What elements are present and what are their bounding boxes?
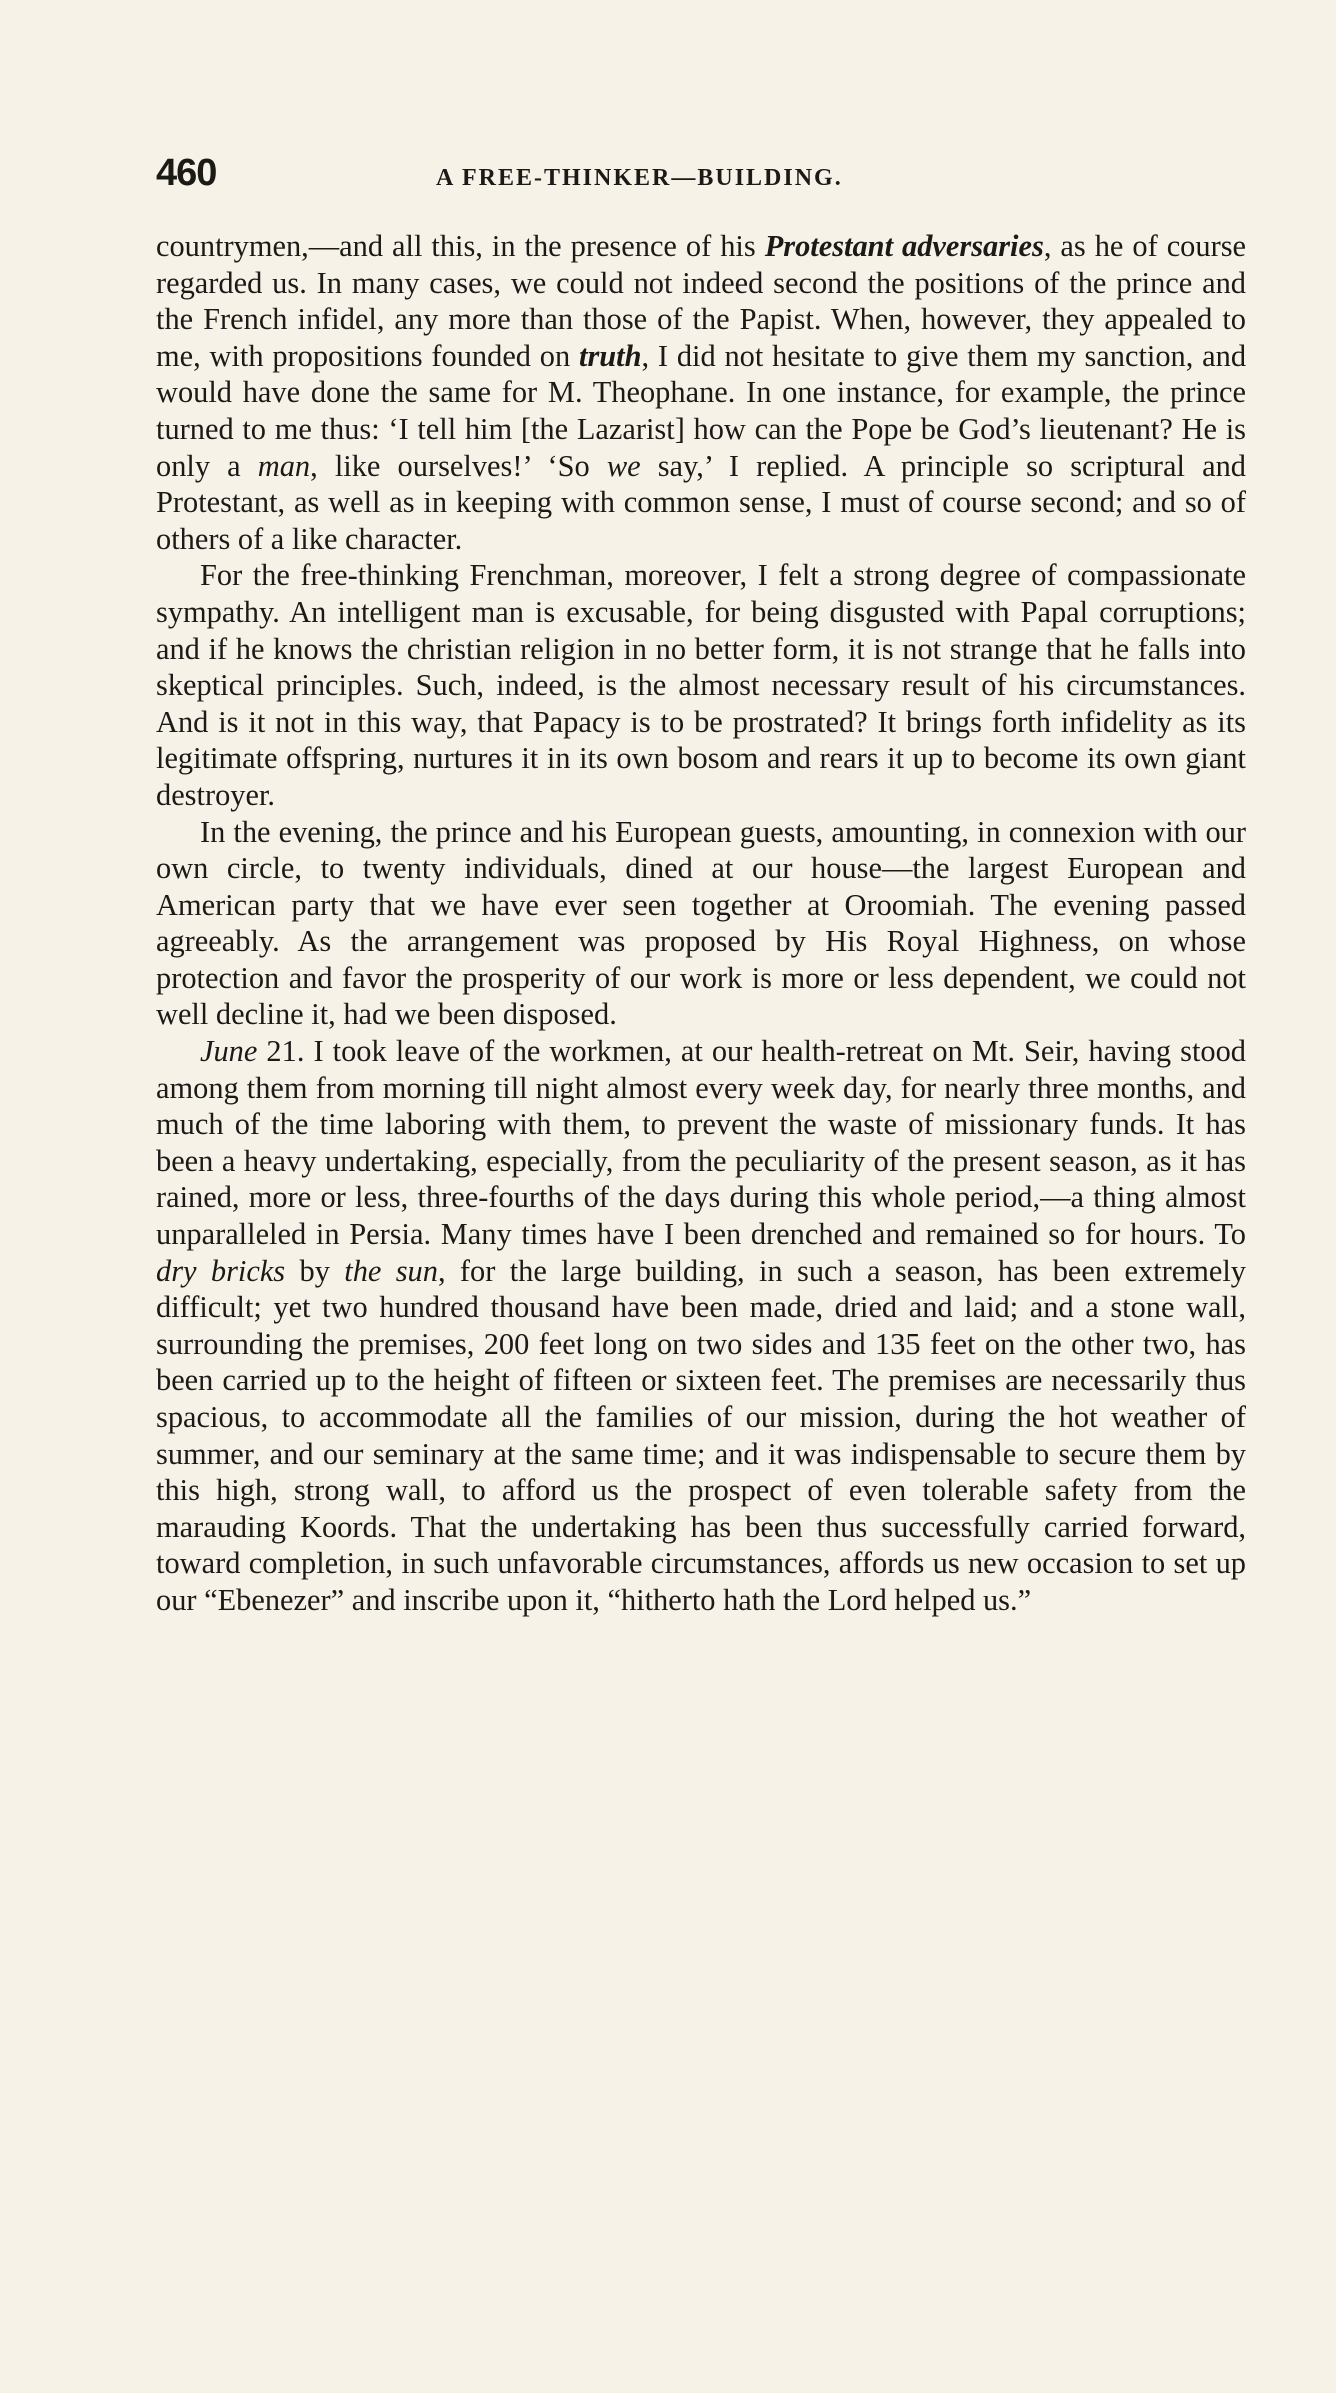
paragraph-2 xyxy=(156,557,1246,813)
paragraph-1 xyxy=(156,228,1246,557)
page-header xyxy=(156,148,1246,198)
date-label: June xyxy=(200,1034,258,1069)
text-segment-italic: we xyxy=(606,448,641,483)
text-segment: , as he of course regarded us. In many cases, we could not indeed second the positions of the prince and the French infidel, any more than those of the Papist. When, however, they appealed to me, with propositions founded on xyxy=(156,229,1247,373)
text-segment: For the free-thinking Frenchman, moreover, I felt a strong degree of compassionate sympathy. An intelligent man is excusable, for being disgusted with Papal corruptions; and if he knows the christian religion in no better form, it is not strange that he falls into skeptical principles. Such, indeed, is the almost necessary result of his circumstances. And is it not in this way, that Papacy is to be prostrated? It brings forth infidelity as its legitimate offspring, nurtures it in its own bosom and rears it up to become its own giant destroyer. xyxy=(156,558,1246,812)
text-segment: 21. I took leave of the workmen, at our health-retreat on Mt. Seir, having stood among them from morning till night almost every week day, for nearly three months, and much of the time laboring with them, to prevent the waste of missionary funds. It has been a heavy undertaking, especially, from the peculiarity of the present season, as it has rained, more or less, three-fourths of the days during this whole period,—a thing almost unparalleled in Persia. Many times have I been drenched and remained so for hours. To xyxy=(156,1034,1246,1252)
text-segment: countrymen,—and all this, in the presence of his xyxy=(156,229,765,263)
text-segment-emphasis: truth xyxy=(579,338,642,373)
text-segment-emphasis: Protestant adversaries xyxy=(764,229,1044,263)
text-segment-italic: dry bricks xyxy=(156,1253,286,1288)
text-segment: , like ourselves!’ ‘So xyxy=(310,448,607,483)
running-head: A FREE-THINKER—BUILDING. xyxy=(436,165,843,191)
text-segment: by xyxy=(285,1253,345,1288)
page-number: 460 xyxy=(156,152,217,194)
paragraph-4 xyxy=(156,1033,1246,1619)
text-segment-italic: man xyxy=(257,448,311,483)
text-segment: , I did not hesitate to give them my sanction, and would have done the same for M. Theophane. In one instance, for example, the prince turned to me thus: ‘I tell him [the Lazarist] how can the Pope be God’s lieutenant? He is only a xyxy=(156,338,1247,483)
paragraph-3 xyxy=(156,814,1246,1034)
text-segment: say,’ I replied. A principle so scriptural and Protestant, as well as in keeping with common sense, I must of course second; and so of others of a like character. xyxy=(156,448,1246,556)
text-segment: In the evening, the prince and his European guests, amounting, in connexion with our own circle, to twenty individuals, dined at our house—the largest European and American party that we have ever seen together at Oroomiah. The evening passed agreeably. As the arrangement was proposed by His Royal Highness, on whose protection and favor the prosperity of our work is more or less dependent, we could not well decline it, had we been disposed. xyxy=(156,814,1246,1032)
text-segment-italic: the sun xyxy=(344,1253,438,1288)
body-text xyxy=(156,228,1246,1619)
text-segment: , for the large building, in such a season, has been extremely difficult; yet two hundred thousand have been made, dried and laid; and a stone wall, surrounding the premises, 200 feet long on two sides and 135 feet on the other two, has been carried up to the height of fifteen or sixteen feet. The premises are necessarily thus spacious, to accommodate all the families of our mission, during the hot weather of summer, and our seminary at the same time; and it was indispensable to secure them by this high, strong wall, to afford us the prospect of even tolerable safety from the marauding Koords. That the undertaking has been thus successfully carried forward, toward completion, in such unfavorable circumstances, affords us new occasion to set up our “Ebenezer” and inscribe upon it, “hitherto hath the Lord helped us.” xyxy=(156,1253,1246,1617)
